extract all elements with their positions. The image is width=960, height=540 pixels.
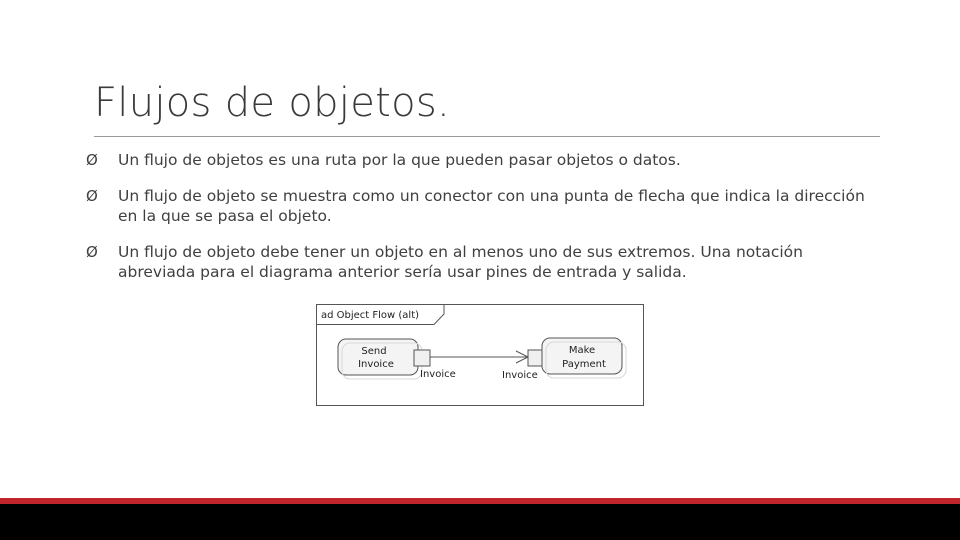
arrow-bullet-icon: Ø (86, 243, 98, 261)
frame-label: ad Object Flow (alt) (321, 310, 420, 321)
title-divider (94, 136, 880, 137)
action-make-line-2: Payment (562, 359, 606, 370)
uml-activity-diagram (316, 304, 644, 406)
arrow-bullet-icon: Ø (86, 187, 98, 205)
footer-bar (0, 504, 960, 540)
bullet-list (86, 150, 866, 282)
input-pin-label: Invoice (502, 370, 538, 381)
bullet-item (86, 150, 866, 170)
bullet-item (86, 242, 866, 282)
action-make-line-1: Make (568, 345, 596, 356)
action-send-line-2: Invoice (358, 359, 394, 370)
bullet-text: Un flujo de objeto debe tener un objeto en al menos uno de sus extremos. Una notación abreviada para el diagrama anterior sería usar pines de entrada y salida. (118, 243, 803, 281)
slide-title: Flujos de objetos. (94, 80, 451, 126)
action-send-line-1: Send (361, 346, 387, 357)
bullet-text: Un flujo de objetos es una ruta por la que pueden pasar objetos o datos. (118, 151, 681, 169)
output-pin (414, 350, 430, 366)
arrow-bullet-icon: Ø (86, 151, 98, 169)
bullet-text: Un flujo de objeto se muestra como un conector con una punta de flecha que indica la dirección en la que se pasa el objeto. (118, 187, 865, 225)
output-pin-label: Invoice (420, 369, 456, 380)
bullet-item (86, 186, 866, 226)
